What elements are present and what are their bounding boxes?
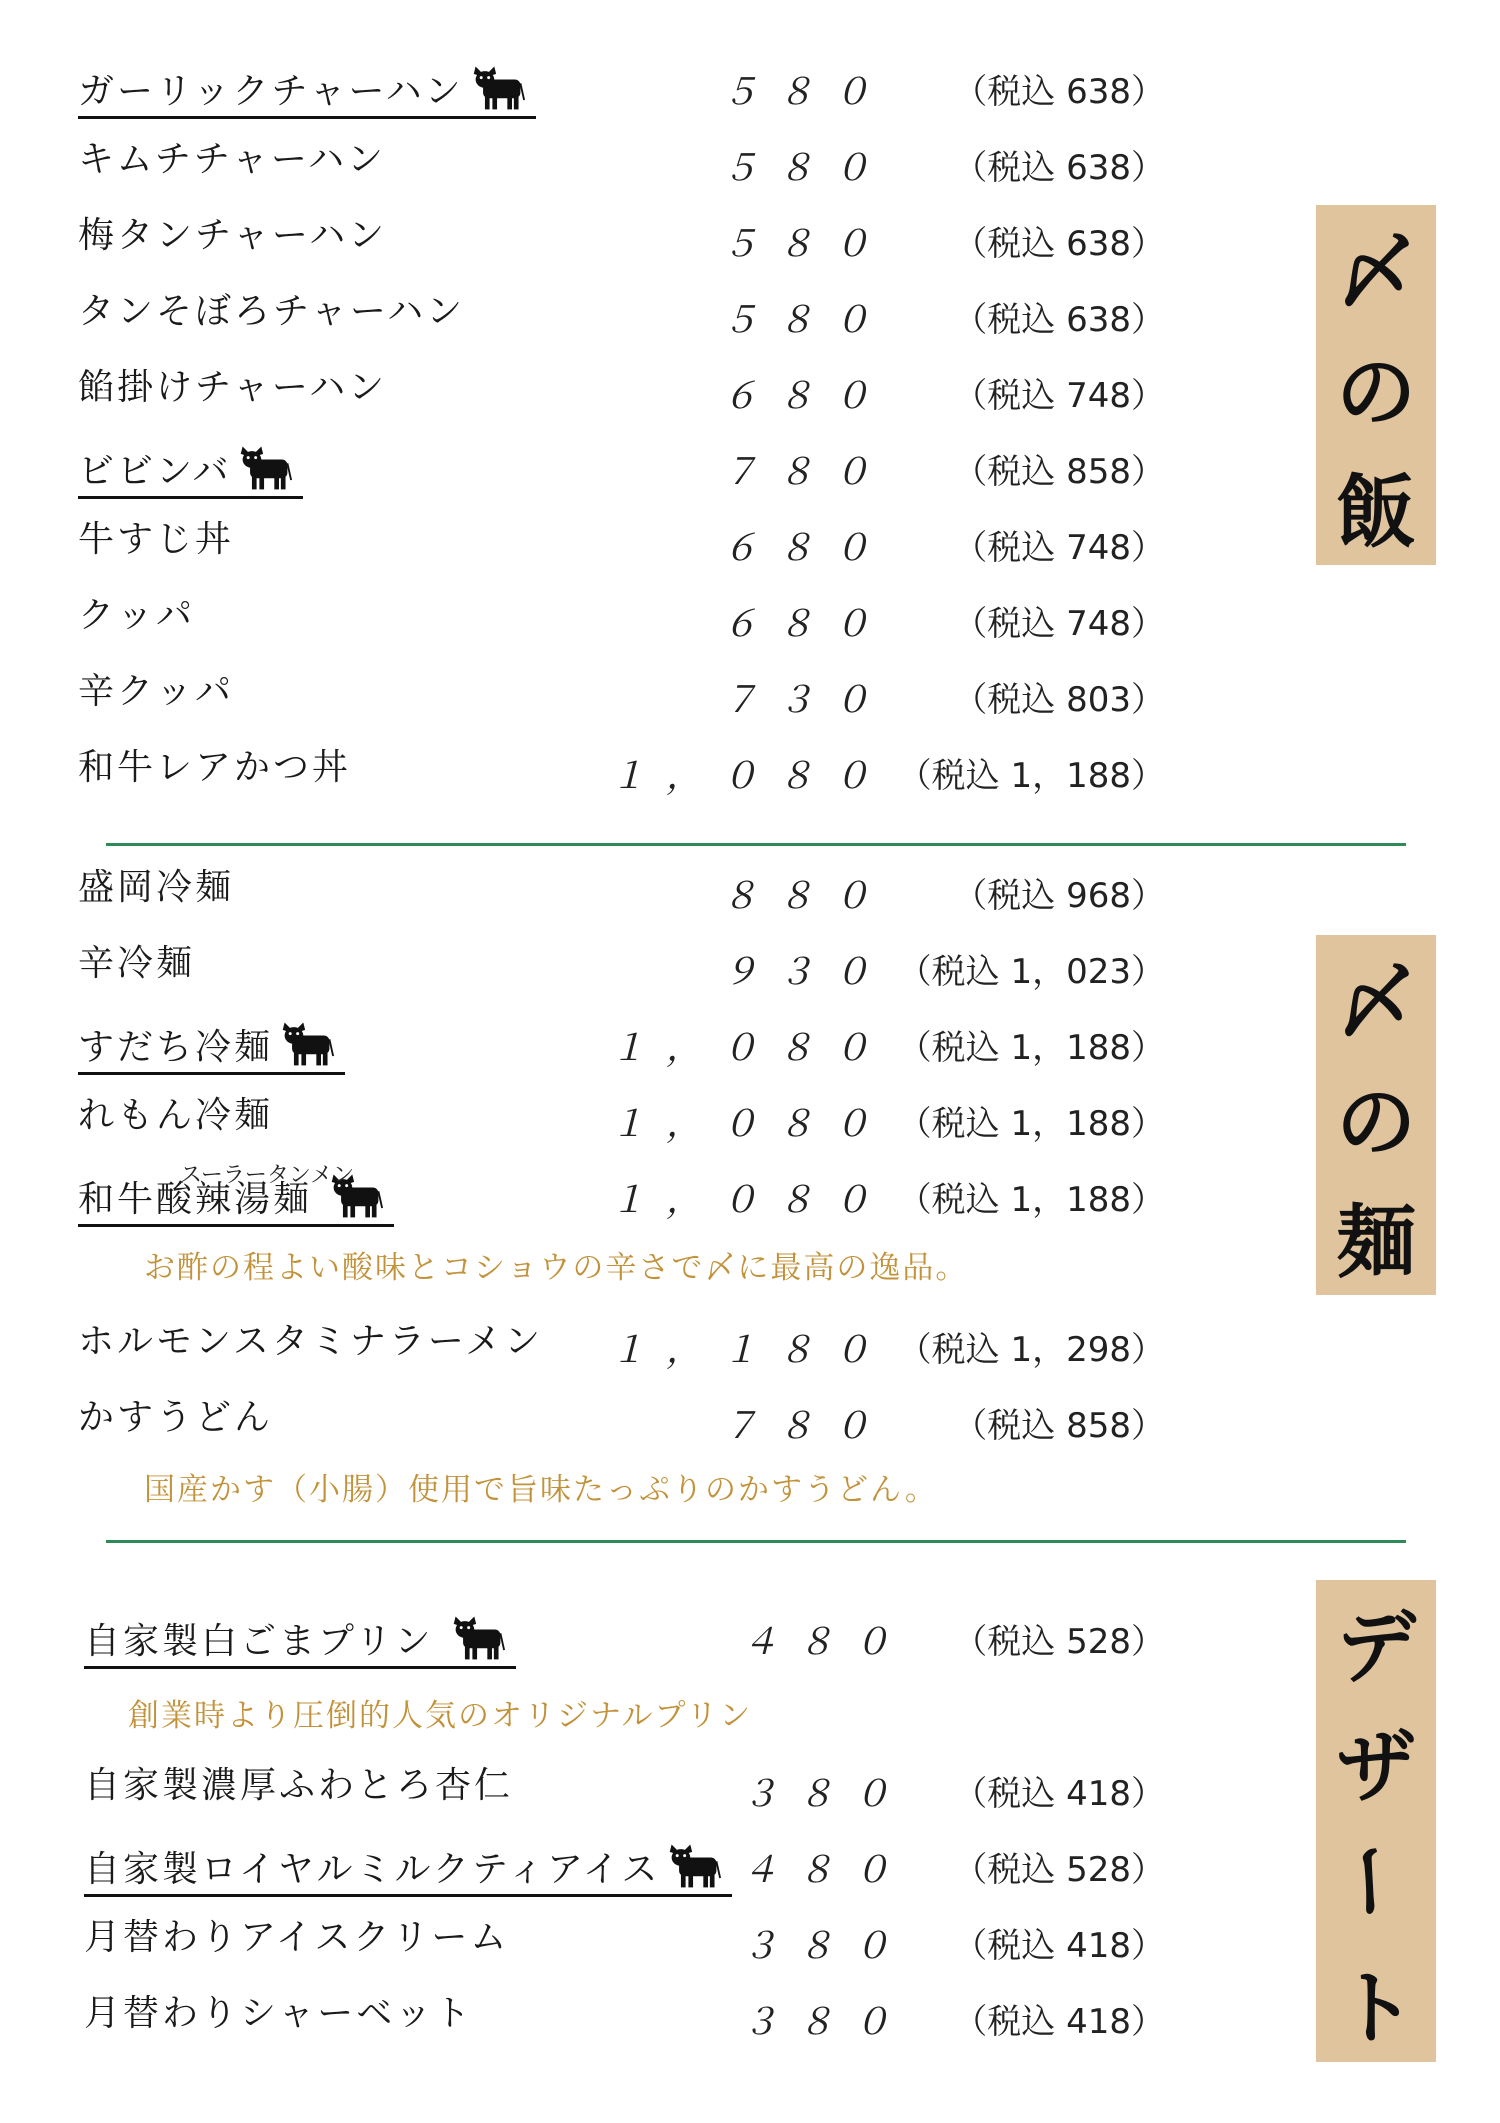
menu-item (0, 1758, 1500, 1818)
item-tax-price: （税込 638） (953, 72, 1165, 112)
item-name: スーラータンメン 和牛酸辣湯麺 (78, 1170, 394, 1227)
menu-item (0, 860, 1500, 920)
item-description: お酢の程よい酸味とコショウの辛さで〆に最高の逸品。 (144, 1250, 969, 1286)
cow-icon (666, 1840, 722, 1890)
item-description: 国産かす（小腸）使用で旨味たっぷりのかすうどん。 (144, 1472, 938, 1508)
item-price: ５８０ (721, 224, 890, 265)
item-name: 盛岡冷麺 (78, 867, 235, 908)
item-name: ビビンバ (78, 442, 303, 499)
cow-icon (450, 1612, 506, 1662)
cow-icon (237, 442, 293, 492)
menu-item (0, 1834, 1500, 1894)
item-tax-price: （税込 748） (953, 604, 1165, 644)
item-price: ８８０ (721, 876, 890, 917)
section-label-char: の (1336, 345, 1416, 439)
menu-item (0, 1606, 1500, 1666)
section-divider (106, 843, 1406, 846)
item-price: ９３０ (721, 952, 890, 993)
item-name: ホルモンスタミナラーメン (78, 1321, 544, 1362)
item-price: ６８０ (721, 528, 890, 569)
section-label-char: ザ (1336, 1721, 1416, 1815)
item-price: ７３０ (721, 680, 890, 721)
item-name: すだち冷麺 (78, 1018, 345, 1075)
section-label-dessert (1316, 1580, 1436, 2062)
item-price: ７８０ (721, 452, 890, 493)
section-label-char: 〆 (1336, 955, 1416, 1049)
section-label-char: の (1336, 1075, 1416, 1169)
item-name: 月替わりシャーベット (84, 1993, 474, 2034)
section-divider (106, 1540, 1406, 1543)
menu-item (0, 1164, 1500, 1224)
menu-item (0, 740, 1500, 800)
cow-icon (279, 1018, 335, 1068)
item-tax-price: （税込 1，188） (897, 1028, 1165, 1068)
section-label-char: デ (1336, 1600, 1416, 1694)
item-price: ４８０ (741, 1622, 910, 1663)
menu-item (0, 1986, 1500, 2046)
item-name: 辛クッパ (78, 671, 235, 712)
item-tax-price: （税込 1，188） (897, 1180, 1165, 1220)
item-name: 辛冷麺 (78, 943, 196, 984)
item-price: ３８０ (741, 1926, 910, 1967)
item-name: れもん冷麺 (78, 1095, 274, 1136)
menu-item (0, 132, 1500, 192)
item-price: １，０８０ (609, 1180, 890, 1221)
item-tax-price: （税込 1，298） (897, 1330, 1165, 1370)
item-name: クッパ (78, 595, 196, 636)
item-name: 月替わりアイスクリーム (84, 1917, 510, 1958)
item-tax-price: （税込 638） (953, 148, 1165, 188)
item-tax-price: （税込 418） (953, 2002, 1165, 2042)
item-price: ７８０ (721, 1406, 890, 1447)
item-tax-price: （税込 858） (953, 1406, 1165, 1446)
item-price: ６８０ (721, 604, 890, 645)
item-tax-price: （税込 748） (953, 528, 1165, 568)
item-tax-price: （税込 748） (953, 376, 1165, 416)
section-label-char: ー (1322, 1841, 1416, 1922)
section-label-char: 〆 (1336, 225, 1416, 319)
menu-item (0, 56, 1500, 116)
menu-item (0, 1088, 1500, 1148)
item-name: ガーリックチャーハン (78, 62, 536, 119)
item-name: タンそぼろチャーハン (78, 291, 466, 332)
section-label-char: 麺 (1336, 1195, 1416, 1289)
menu-item (0, 208, 1500, 268)
item-name: 梅タンチャーハン (78, 215, 388, 256)
menu-item (0, 936, 1500, 996)
item-tax-price: （税込 418） (953, 1774, 1165, 1814)
item-name: 自家製白ごまプリン (84, 1612, 516, 1669)
item-tax-price: （税込 1，188） (897, 1104, 1165, 1144)
menu-item (0, 1910, 1500, 1970)
item-price: １，１８０ (609, 1330, 890, 1371)
item-name: キムチチャーハン (78, 139, 387, 180)
menu-item (0, 1314, 1500, 1374)
section-label-char: 飯 (1336, 465, 1416, 559)
menu-item (0, 1012, 1500, 1072)
item-price: ３８０ (741, 1774, 910, 1815)
item-tax-price: （税込 418） (953, 1926, 1165, 1966)
section-label-noodles (1316, 935, 1436, 1295)
item-price: ５８０ (721, 148, 890, 189)
item-price: ３８０ (741, 2002, 910, 2043)
cow-icon (470, 62, 526, 112)
item-name: 餡掛けチャーハン (78, 367, 388, 408)
item-name: かすうどん (78, 1397, 274, 1438)
section-label-rice (1316, 205, 1436, 565)
menu-item (0, 664, 1500, 724)
section-label-char: ト (1336, 1962, 1416, 2056)
item-name: 自家製濃厚ふわとろ杏仁 (84, 1765, 514, 1806)
menu-item (0, 588, 1500, 648)
item-tax-price: （税込 638） (953, 224, 1165, 264)
item-name: 牛すじ丼 (78, 519, 235, 560)
item-price: １，０８０ (609, 756, 890, 797)
item-name: 和牛レアかつ丼 (78, 747, 352, 788)
item-tax-price: （税込 1，188） (897, 756, 1165, 796)
item-name: 自家製ロイヤルミルクティアイス (84, 1840, 732, 1897)
item-tax-price: （税込 803） (953, 680, 1165, 720)
item-tax-price: （税込 858） (953, 452, 1165, 492)
item-tax-price: （税込 1，023） (897, 952, 1165, 992)
item-description: 創業時より圧倒的人気のオリジナルプリン (128, 1698, 753, 1734)
item-tax-price: （税込 968） (953, 876, 1165, 916)
item-price: ５８０ (721, 72, 890, 113)
item-price: ４８０ (741, 1850, 910, 1891)
menu-item (0, 1390, 1500, 1450)
menu-item (0, 360, 1500, 420)
item-price: ５８０ (721, 300, 890, 341)
item-price: １，０８０ (609, 1028, 890, 1069)
menu-item (0, 436, 1500, 496)
item-tax-price: （税込 528） (953, 1850, 1165, 1890)
item-tax-price: （税込 528） (953, 1622, 1165, 1662)
item-reading: スーラータンメン (180, 1163, 355, 1188)
item-tax-price: （税込 638） (953, 300, 1165, 340)
menu-item (0, 512, 1500, 572)
menu-item (0, 284, 1500, 344)
item-price: １，０８０ (609, 1104, 890, 1145)
item-price: ６８０ (721, 376, 890, 417)
